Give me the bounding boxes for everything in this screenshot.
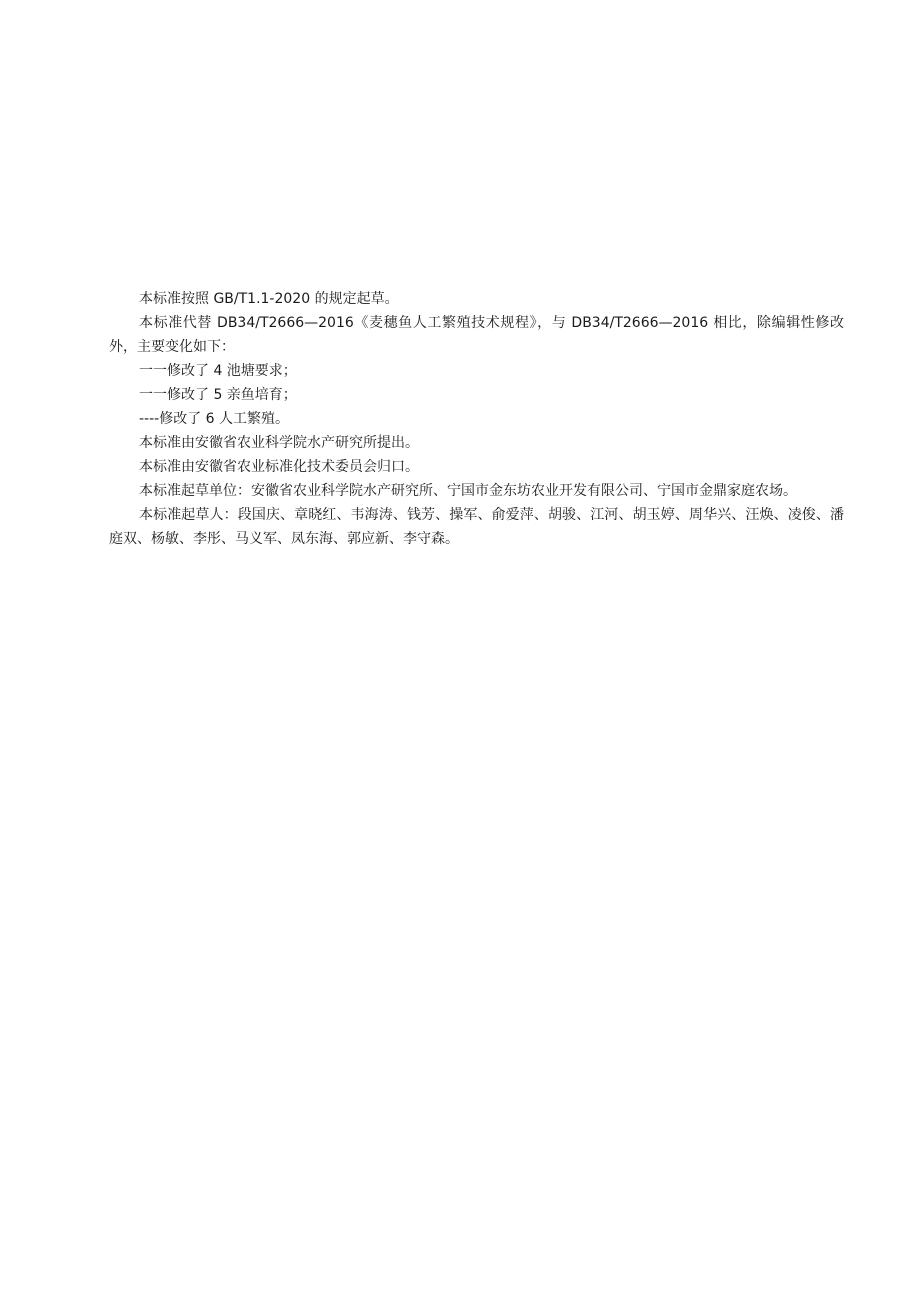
change-item: 一一修改了 4 池塘要求； xyxy=(139,363,297,379)
change-item: ----修改了 6 人工繁殖。 xyxy=(139,411,290,427)
drafting-rule-paragraph: 本标准按照 GB/T1.1-2020 的规定起草。 xyxy=(139,291,399,307)
foreword-section xyxy=(109,287,844,551)
change-item: 一一修改了 5 亲鱼培育； xyxy=(139,387,297,403)
administrator-paragraph: 本标准由安徽省农业标准化技术委员会归口。 xyxy=(139,459,419,475)
proposer-paragraph: 本标准由安徽省农业科学院水产研究所提出。 xyxy=(139,435,419,451)
drafting-units-paragraph: 本标准起草单位：安徽省农业科学院水产研究所、宁国市金东坊农业开发有限公司、宁国市金鼎家庭农场。 xyxy=(139,483,797,499)
replacement-paragraph: 本标准代替 DB34/T2666—2016《麦穗鱼人工繁殖技术规程》，与 DB34/T2666—2016 相比，除编辑性修改外，主要变化如下： xyxy=(109,315,844,355)
drafters-paragraph: 本标准起草人：段国庆、章晓红、韦海涛、钱芳、操军、俞爱萍、胡骏、江河、胡玉婷、周华兴、汪焕、凌俊、潘庭双、杨敏、李彤、马义军、凤东海、郭应新、李守森。 xyxy=(109,507,844,547)
